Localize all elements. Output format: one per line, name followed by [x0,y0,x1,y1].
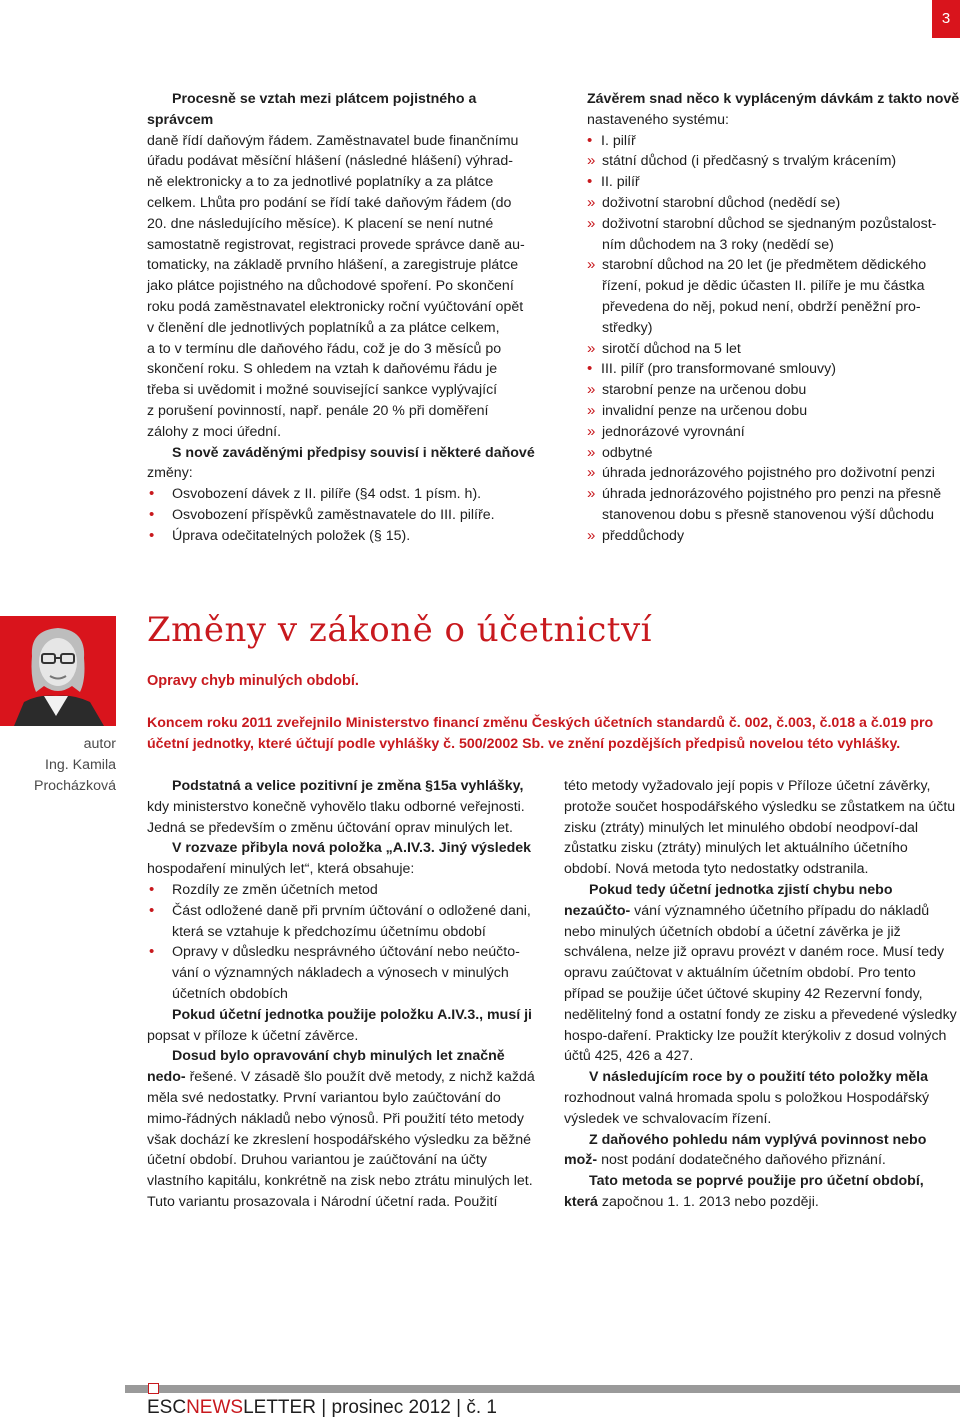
intro-bold: Procesně se vztah mezi plátcem pojistného a správcem [147,91,477,128]
author-label: autor [83,736,116,752]
balance-items-list [147,880,543,1005]
author-portrait-icon [0,616,116,726]
author-photo [0,616,116,726]
list-item: » sirotčí důchod na 5 let [587,339,960,360]
footer-square-icon [148,1383,159,1394]
benefits-heading: Závěrem snad něco k vypláceným dávkám z takto nově [587,91,960,107]
list-item: • Rozdíly ze změn účetních metod [147,880,543,901]
pillar-2: • II. pilíř » doživotní starobní důchod (nedědí se) » doživotní starobní důchod se sjednaným pozůstalost-ním důchodem na 3 roky (nedědí se) » starobní důchod na 20 let (je předmětem dědického řízení, pokud je dědic účasten II. pilíře je mu částka převedena do něj, pokud není, obdrží peněžní pro-středky) » sirotčí důchod na 5 let [587,172,960,359]
list-item: » jednorázové vyrovnání [587,422,960,443]
pillars-list [587,131,960,547]
list-item: • Osvobození příspěvků zaměstnavatele do III. pilíře. [147,505,543,526]
section-title: Změny v zákoně o účetnictví [147,610,653,650]
list-item: • Část odložené daně při prvním účtování o odložené dani, která se vztahuje k předchozímu účetnímu období [147,901,543,943]
list-item: » státní důchod (i předčasný s trvalým krácením) [587,151,960,172]
author-name: Ing. Kamila [45,756,116,773]
list-item: » předdůchody [587,526,960,547]
author-surname: Procházková [33,777,116,794]
list-item: » odbytné [587,443,960,464]
list-item: » doživotní starobní důchod se sjednaným pozůstalost-ním důchodem na 3 roky (nedědí se) [587,214,960,256]
author-credit [0,734,116,796]
column-3: Podstatná a velice pozitivní je změna §15a vyhlášky, kdy ministerstvo konečně vyhovělo tlaku odborné veřejnosti. Jedná se především o změnu účtování oprav minulých let. V rozvaze přibyla nová položka „A.IV.3. Jiný výsledek hospodaření minulých let“, která obsahuje: • Rozdíly ze změn účetních metod • Část odložené daně při prvním účtování o odložené dani, která se vztahuje k předchozímu účetnímu období • Opravy v důsledku nesprávného účtování nebo neúčto-vání o významných nákladech a výnosech v minulých účetních obdobích Pokud účetní jednotka použije položku A.IV.3., musí ji popsat v příloze k účetní závěrce. Dosud bylo opravování chyb minulých let značně nedo- řešené. V zásadě šlo použít dvě metody, z nichž každá měla své nedostatky. První variantou bylo zaúčtování do mimo-řádných nákladů nebo výnosů. Při použití této metody však dochází ke zkreslení hospodářského výsledku za běžné účetní období. Druhou variantou je zaúčtování na účty vlastního kapitálu, konkrétně na zisk nebo ztrátu minulých let. Tuto variantu prosazovala i Národní účetní rada. Použití [147,776,543,1213]
list-item: • Opravy v důsledku nesprávného účtování nebo neúčto-vání o významných nákladech a výnosech v minulých účetních obdobích [147,942,543,1004]
pillar-3: • III. pilíř (pro transformované smlouvy) » starobní penze na určenou dobu » invalidní penze na určenou dobu » jednorázové vyrovnání » odbytné » úhrada jednorázového pojistného pro doživotní penzi » úhrada jednorázového pojistného pro penzi na přesně stanovenou dobu s přesně stanovenou výší důchodu » předdůchody [587,359,960,546]
footer-masthead: ESCNEWSLETTER | prosinec 2012 | č. 1 [147,1397,497,1418]
lead-paragraph: Koncem roku 2011 zveřejnilo Ministerstvo financí změnu Českých účetních standardů č. 002, č.003, č.018 a č.019 pro účetní jednotky, které účtují podle vyhlášky č. 500/2002 Sb. ve znění pozdějších předpisů novelou této vyhlášky. [147,715,934,752]
pillar-1: • I. pilíř » státní důchod (i předčasný s trvalým krácením) [587,131,960,173]
column-1: Procesně se vztah mezi plátcem pojistného a správcem daně řídí daňovým řádem. Zaměstnavatel bude finančnímu úřadu podávat měsíční hlášení (následné hlášení) výhrad- ně elektronicky a to za jednotlivé poplatníky a za plátce celkem. Lhůta pro podání se řídí také daňovým řádem (do 20. dne následujícího měsíce). K placení se není nutné samostatně registrovat, registraci provede správce daně au- tomaticky, na základě prvního hlášení, a zaregistruje plátce jako plátce pojistného na důchodové spoření. Po skončení roku podá zaměstnavatel elektronicky roční vyúčtování opět v členění dle jednotlivých poplatníků a za plátce celkem, a to v termínu dle daňového řádu, což je do 3 měsíců po skončení roku. S ohledem na vztah k daňovému řádu je třeba si uvědomit i možné související sankce vyplývající z porušení povinností, např. penále 20 % při doměření zálohy z moci úřední. S nově zaváděnými předpisy souvisí i některé daňové změny: • Osvobození dávek z II. pilíře (§4 odst. 1 písm. h). • Osvobození příspěvků zaměstnavatele do III. pilíře. • Úprava odečitatelných položek (§ 15). [147,89,543,547]
page-number-tab: 3 [932,0,960,38]
tax-changes-list [147,484,543,546]
column-4: této metody vyžadovalo její popis v Příloze účetní závěrky, protože součet hospodářského výsledku se zůstatkem na účtu zisku (ztráty) minulých let minulého období neodpoví-dal zůstatku zisku (ztráty) minulých let aktuálního účetního období. Nová metoda tyto nedostatky odstranila. Pokud tedy účetní jednotka zjistí chybu nebo nezaúčto- vání významného účetního případu do nákladů nebo minulých účetních období a účetní závěrka je již schválena, nelze již opravu provézt v daném roce. Musí tedy opravu zaúčtovat v aktuálním účetním období. Pro tento případ se použije účet účtové skupiny 42 Rezervní fondy, nedělitelný fond a ostatní fondy ze zisku a převedené výsledky hospo-daření. Prakticky lze použít kterýkoliv z dosud volných účtů 425, 426 a 427. V následujícím roce by o použití této položky měla rozhodnout valná hromada spolu s položkou Hospodářský výsledek ve schvalovacím řízení. Z daňového pohledu nám vyplývá povinnost nebo mož- nost podání dodatečného daňového přiznání. Tato metoda se poprvé použije pro účetní období, která započnou 1. 1. 2013 nebo později. [564,778,957,1210]
section-subtitle: Opravy chyb minulých období. [147,673,359,689]
column-2: Závěrem snad něco k vypláceným dávkám z takto nově nastaveného systému: • I. pilíř » státní důchod (i předčasný s trvalým krácením) • II. pilíř » doživotní starobní důchod (nedědí se) » doživotní starobní důchod se sjednaným pozůstalost-ním důchodem na 3 roky (nedědí se) » starobní důchod na 20 let (je předmětem dědického řízení, pokud je dědic účasten II. pilíře je mu částka převedena do něj, pokud není, obdrží peněžní pro-středky) » sirotčí důchod na 5 let • III. pilíř (pro transformované smlouvy) » starobní penze na určenou dobu » invalidní penze na určenou dobu » jednorázové vyrovnání » odbytné » úhrada jednorázového pojistného pro doživotní penzi » úhrada jednorázového pojistného pro penzi na přesně stanovenou dobu s přesně stanovenou výší důchodu » předdůchody [587,89,960,547]
changes-heading: S nově zaváděnými předpisy souvisí i některé daňové [172,444,535,461]
list-item: • Úprava odečitatelných položek (§ 15). [147,526,543,547]
list-item: » úhrada jednorázového pojistného pro penzi na přesně stanovenou dobu s přesně stanovenou výší důchodu [587,484,960,526]
list-item: • Osvobození dávek z II. pilíře (§4 odst. 1 písm. h). [147,484,543,505]
list-item: » starobní penze na určenou dobu [587,380,960,401]
list-item: » invalidní penze na určenou dobu [587,401,960,422]
list-item: » starobní důchod na 20 let (je předmětem dědického řízení, pokud je dědic účasten II. pilíře je mu částka převedena do něj, pokud není, obdrží peněžní pro-středky) [587,255,960,338]
list-item: » úhrada jednorázového pojistného pro doživotní penzi [587,463,960,484]
list-item: » doživotní starobní důchod (nedědí se) [587,193,960,214]
footer-bar [125,1385,960,1393]
